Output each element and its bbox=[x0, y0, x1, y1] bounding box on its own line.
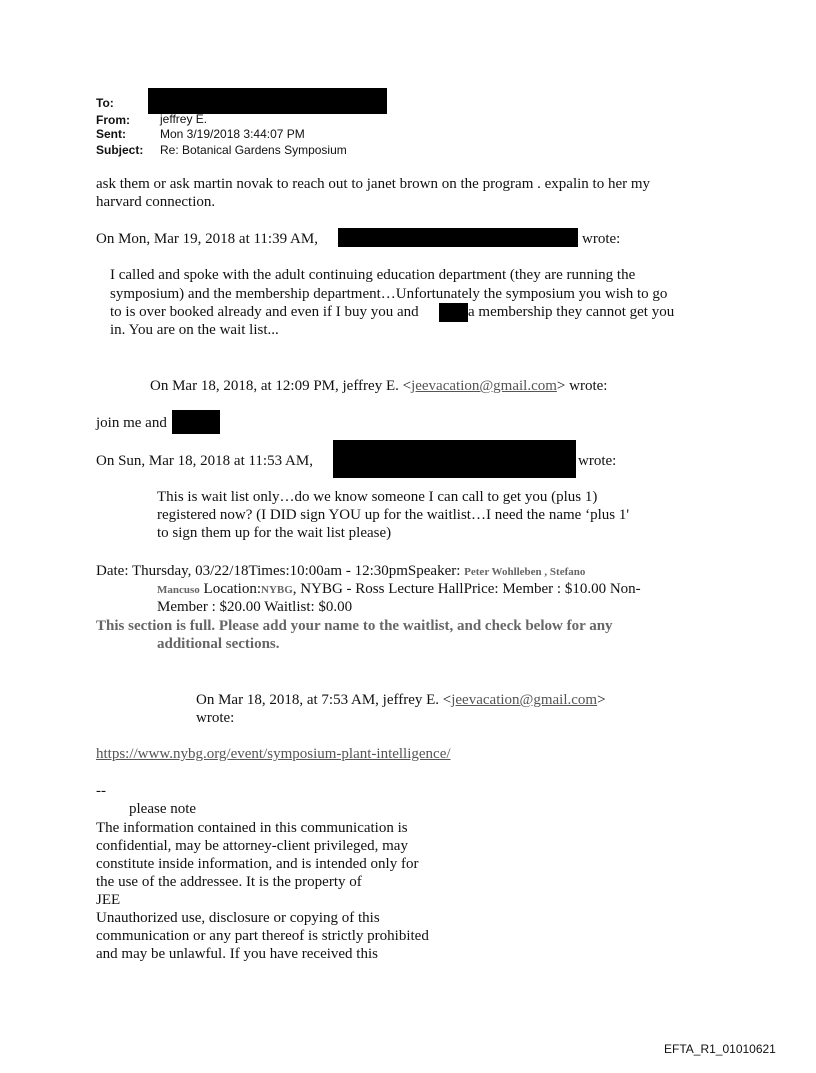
quote1-line-2: symposium) and the membership department…Unfortunately the symposium you wish to go bbox=[110, 286, 668, 302]
disclaimer-line: The information contained in this communication is bbox=[96, 820, 408, 836]
sent-value: Mon 3/19/2018 3:44:07 PM bbox=[160, 127, 305, 141]
quote3-intro: On Sun, Mar 18, 2018 at 11:53 AM, bbox=[96, 453, 313, 469]
disclaimer-line: communication or any part thereof is strictly prohibited bbox=[96, 928, 429, 944]
event-url-link[interactable]: https://www.nybg.org/event/symposium-plant-intelligence/ bbox=[96, 746, 451, 762]
quote1-line-3b: a membership they cannot get you bbox=[468, 304, 675, 320]
quote1-line-3a: to is over booked already and even if I buy you and bbox=[110, 304, 419, 320]
disclaimer-line: and may be unlawful. If you have received this bbox=[96, 946, 378, 962]
quote1-line-4: in. You are on the wait list... bbox=[110, 322, 279, 338]
quote2-intro: On Mar 18, 2018, at 12:09 PM, jeffrey E. <jeevacation@gmail.com> wrote: bbox=[150, 378, 608, 394]
subject-value: Re: Botanical Gardens Symposium bbox=[160, 143, 347, 157]
sent-label: Sent: bbox=[96, 127, 126, 141]
quote4-wrote: wrote: bbox=[196, 710, 235, 726]
reply-line-1: ask them or ask martin novak to reach out to janet brown on the program . expalin to her my bbox=[96, 176, 651, 192]
please-note: please note bbox=[129, 801, 197, 817]
email-link[interactable]: jeevacation@gmail.com bbox=[411, 378, 557, 394]
from-label: From: bbox=[96, 113, 130, 127]
signature-dashes: -- bbox=[96, 783, 106, 799]
quote3-intro-wrote: wrote: bbox=[578, 453, 617, 469]
redaction-block bbox=[338, 228, 578, 247]
redaction-block bbox=[333, 440, 576, 478]
quote1-line-1: I called and spoke with the adult continuing education department (they are running the bbox=[110, 267, 636, 283]
redaction-block bbox=[439, 303, 468, 322]
from-value: jeffrey E. bbox=[160, 112, 208, 126]
quote1-intro-wrote: wrote: bbox=[582, 231, 621, 247]
disclaimer-line: the use of the addressee. It is the property of bbox=[96, 874, 362, 890]
disclaimer-line: Unauthorized use, disclosure or copying of this bbox=[96, 910, 380, 926]
quote3-line-1: This is wait list only…do we know someone I can call to get you (plus 1) bbox=[157, 489, 598, 505]
redaction-block bbox=[148, 88, 387, 114]
event-line-1: Date: Thursday, 03/22/18Times:10:00am - 12:30pmSpeaker: Peter Wohlleben , Stefano bbox=[96, 563, 586, 579]
document-id: EFTA_R1_01010621 bbox=[664, 1042, 776, 1056]
section-full-notice-2: additional sections. bbox=[157, 636, 280, 652]
quote3-line-3: to sign them up for the wait list please) bbox=[157, 525, 392, 541]
to-label: To: bbox=[96, 96, 114, 110]
disclaimer-line: constitute inside information, and is intended only for bbox=[96, 856, 419, 872]
disclaimer-line: JEE bbox=[96, 892, 121, 908]
reply-line-2: harvard connection. bbox=[96, 194, 216, 210]
quote3-line-2: registered now? (I DID sign YOU up for the waitlist…I need the name ‘plus 1' bbox=[157, 507, 630, 523]
quote4-intro: On Mar 18, 2018, at 7:53 AM, jeffrey E. <jeevacation@gmail.com> bbox=[196, 692, 606, 708]
quote1-intro: On Mon, Mar 19, 2018 at 11:39 AM, bbox=[96, 231, 318, 247]
event-line-3: Member : $20.00 Waitlist: $0.00 bbox=[157, 599, 353, 615]
redaction-block bbox=[172, 410, 220, 434]
email-link[interactable]: jeevacation@gmail.com bbox=[451, 692, 598, 708]
section-full-notice: This section is full. Please add your name to the waitlist, and check below for any bbox=[96, 618, 613, 634]
event-line-2: Mancuso Location:NYBG, NYBG - Ross Lecture HallPrice: Member : $10.00 Non- bbox=[157, 581, 641, 597]
subject-label: Subject: bbox=[96, 143, 144, 157]
quote2-body: join me and bbox=[96, 415, 167, 431]
disclaimer-line: confidential, may be attorney-client privileged, may bbox=[96, 838, 408, 854]
